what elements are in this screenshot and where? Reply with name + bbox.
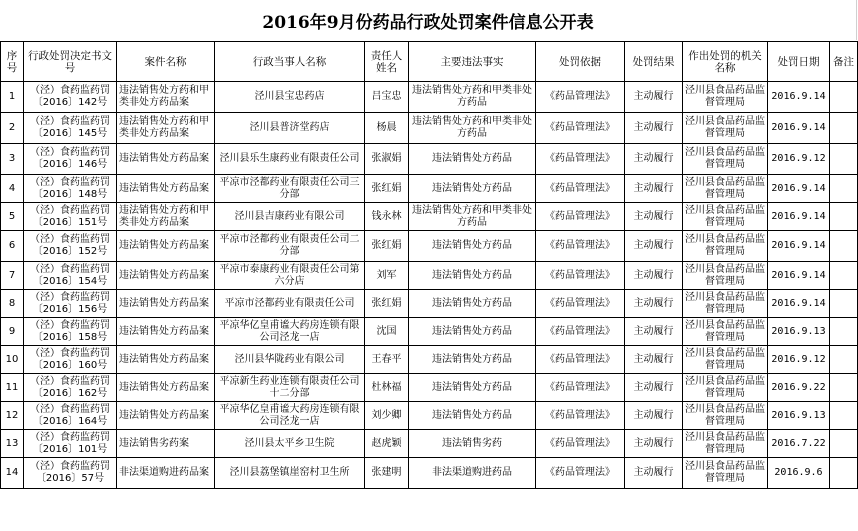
cell-party[interactable]: 泾川县宝忠药店 bbox=[215, 82, 365, 113]
cell-result[interactable]: 主动履行 bbox=[625, 458, 683, 489]
cell-person[interactable]: 王春平 bbox=[365, 346, 409, 374]
cell-fact[interactable]: 违法销售处方药品 bbox=[409, 175, 536, 203]
header-cell-date[interactable]: 处罚日期 bbox=[768, 42, 830, 82]
cell-case[interactable]: 违法销售处方药品案 bbox=[117, 262, 215, 290]
cell-case[interactable]: 违法销售处方药品案 bbox=[117, 231, 215, 262]
cell-party[interactable]: 泾川县吉康药业有限公司 bbox=[215, 203, 365, 231]
cell-note[interactable] bbox=[830, 144, 858, 175]
cell-person[interactable]: 杜林福 bbox=[365, 374, 409, 402]
cell-org[interactable]: 泾川县食品药品监督管理局 bbox=[683, 374, 768, 402]
cell-case[interactable]: 违法销售处方药品案 bbox=[117, 346, 215, 374]
cell-date[interactable]: 2016.9.14 bbox=[768, 175, 830, 203]
cell-basis[interactable]: 《药品管理法》 bbox=[536, 203, 625, 231]
cell-doc[interactable]: （泾）食药监药罚〔2016〕160号 bbox=[24, 346, 117, 374]
cell-org[interactable]: 泾川县食品药品监督管理局 bbox=[683, 402, 768, 430]
cell-no[interactable]: 7 bbox=[1, 262, 24, 290]
cell-person[interactable]: 吕宝忠 bbox=[365, 82, 409, 113]
cell-basis[interactable]: 《药品管理法》 bbox=[536, 458, 625, 489]
cell-no[interactable]: 2 bbox=[1, 113, 24, 144]
cell-case[interactable]: 违法销售处方药品案 bbox=[117, 290, 215, 318]
cell-basis[interactable]: 《药品管理法》 bbox=[536, 82, 625, 113]
cell-result[interactable]: 主动履行 bbox=[625, 430, 683, 458]
cell-case[interactable]: 违法销售处方药和甲类非处方药品案 bbox=[117, 203, 215, 231]
table-row bbox=[1, 175, 858, 203]
table-row bbox=[1, 458, 858, 489]
header-cell-org[interactable]: 作出处罚的机关名称 bbox=[683, 42, 768, 82]
cell-fact[interactable]: 违法销售处方药品 bbox=[409, 318, 536, 346]
cell-fact[interactable]: 违法销售处方药品 bbox=[409, 290, 536, 318]
cell-basis[interactable]: 《药品管理法》 bbox=[536, 374, 625, 402]
cell-basis[interactable]: 《药品管理法》 bbox=[536, 113, 625, 144]
header-cell-note[interactable]: 备注 bbox=[830, 42, 858, 82]
cell-org[interactable]: 泾川县食品药品监督管理局 bbox=[683, 113, 768, 144]
cell-party[interactable]: 平凉华亿皇甫谧大药房连锁有限公司泾龙一店 bbox=[215, 402, 365, 430]
cell-date[interactable]: 2016.9.12 bbox=[768, 144, 830, 175]
cell-party[interactable]: 泾川县太平乡卫生院 bbox=[215, 430, 365, 458]
cell-note[interactable] bbox=[830, 231, 858, 262]
cell-result[interactable]: 主动履行 bbox=[625, 346, 683, 374]
cell-case[interactable]: 违法销售处方药品案 bbox=[117, 175, 215, 203]
cell-case[interactable]: 非法渠道购进药品案 bbox=[117, 458, 215, 489]
cell-person[interactable]: 张红娟 bbox=[365, 290, 409, 318]
header-cell-fact[interactable]: 主要违法事实 bbox=[409, 42, 536, 82]
cell-case[interactable]: 违法销售处方药和甲类非处方药品案 bbox=[117, 82, 215, 113]
cell-person[interactable]: 沈国 bbox=[365, 318, 409, 346]
cell-date[interactable]: 2016.9.14 bbox=[768, 231, 830, 262]
cell-note[interactable] bbox=[830, 203, 858, 231]
cell-date[interactable]: 2016.9.14 bbox=[768, 203, 830, 231]
cell-person[interactable]: 钱永林 bbox=[365, 203, 409, 231]
cell-party[interactable]: 泾川县荔堡镇崖窑村卫生所 bbox=[215, 458, 365, 489]
cell-result[interactable]: 主动履行 bbox=[625, 402, 683, 430]
cell-doc[interactable]: （泾）食药监药罚〔2016〕162号 bbox=[24, 374, 117, 402]
cell-date[interactable]: 2016.9.13 bbox=[768, 318, 830, 346]
cell-result[interactable]: 主动履行 bbox=[625, 290, 683, 318]
cell-org[interactable]: 泾川县食品药品监督管理局 bbox=[683, 82, 768, 113]
cell-party[interactable]: 平凉市泾都药业有限责任公司二分部 bbox=[215, 231, 365, 262]
table-row bbox=[1, 203, 858, 231]
penalty-table bbox=[0, 41, 858, 489]
cell-result[interactable]: 主动履行 bbox=[625, 82, 683, 113]
cell-person[interactable]: 张红娟 bbox=[365, 175, 409, 203]
cell-person[interactable]: 张红娟 bbox=[365, 231, 409, 262]
cell-person[interactable]: 张建明 bbox=[365, 458, 409, 489]
cell-result[interactable]: 主动履行 bbox=[625, 113, 683, 144]
cell-no[interactable]: 6 bbox=[1, 231, 24, 262]
header-cell-party[interactable]: 行政当事人名称 bbox=[215, 42, 365, 82]
cell-org[interactable]: 泾川县食品药品监督管理局 bbox=[683, 144, 768, 175]
cell-case[interactable]: 违法销售处方药品案 bbox=[117, 374, 215, 402]
cell-basis[interactable]: 《药品管理法》 bbox=[536, 318, 625, 346]
cell-case[interactable]: 违法销售处方药品案 bbox=[117, 144, 215, 175]
header-cell-no[interactable]: 序号 bbox=[1, 42, 24, 82]
cell-date[interactable]: 2016.9.6 bbox=[768, 458, 830, 489]
cell-case[interactable]: 违法销售处方药品案 bbox=[117, 402, 215, 430]
cell-basis[interactable]: 《药品管理法》 bbox=[536, 175, 625, 203]
cell-org[interactable]: 泾川县食品药品监督管理局 bbox=[683, 346, 768, 374]
cell-doc[interactable]: （泾）食药监药罚〔2016〕156号 bbox=[24, 290, 117, 318]
cell-party[interactable]: 泾川县普济堂药店 bbox=[215, 113, 365, 144]
cell-case[interactable]: 违法销售处方药品案 bbox=[117, 318, 215, 346]
table-row bbox=[1, 262, 858, 290]
header-cell-doc[interactable]: 行政处罚决定书文号 bbox=[24, 42, 117, 82]
cell-fact[interactable]: 违法销售处方药品 bbox=[409, 262, 536, 290]
cell-date[interactable]: 2016.9.14 bbox=[768, 290, 830, 318]
cell-no[interactable]: 11 bbox=[1, 374, 24, 402]
cell-doc[interactable]: （泾）食药监药罚〔2016〕151号 bbox=[24, 203, 117, 231]
cell-doc[interactable]: （泾）食药监药罚〔2016〕154号 bbox=[24, 262, 117, 290]
cell-org[interactable]: 泾川县食品药品监督管理局 bbox=[683, 458, 768, 489]
cell-no[interactable]: 14 bbox=[1, 458, 24, 489]
cell-no[interactable]: 5 bbox=[1, 203, 24, 231]
table-row bbox=[1, 430, 858, 458]
cell-no[interactable]: 13 bbox=[1, 430, 24, 458]
table-row bbox=[1, 113, 858, 144]
cell-doc[interactable]: （泾）食药监药罚〔2016〕101号 bbox=[24, 430, 117, 458]
table-row bbox=[1, 318, 858, 346]
cell-no[interactable]: 12 bbox=[1, 402, 24, 430]
cell-no[interactable]: 1 bbox=[1, 82, 24, 113]
table-row bbox=[1, 402, 858, 430]
cell-person[interactable]: 赵虎颖 bbox=[365, 430, 409, 458]
header-cell-basis[interactable]: 处罚依据 bbox=[536, 42, 625, 82]
cell-basis[interactable]: 《药品管理法》 bbox=[536, 144, 625, 175]
cell-person[interactable]: 杨晨 bbox=[365, 113, 409, 144]
cell-basis[interactable]: 《药品管理法》 bbox=[536, 262, 625, 290]
header-cell-result[interactable]: 处罚结果 bbox=[625, 42, 683, 82]
cell-doc[interactable]: （泾）食药监药罚〔2016〕145号 bbox=[24, 113, 117, 144]
cell-org[interactable]: 泾川县食品药品监督管理局 bbox=[683, 318, 768, 346]
cell-date[interactable]: 2016.9.14 bbox=[768, 82, 830, 113]
header-cell-case[interactable]: 案件名称 bbox=[117, 42, 215, 82]
cell-note[interactable] bbox=[830, 430, 858, 458]
cell-note[interactable] bbox=[830, 262, 858, 290]
cell-party[interactable]: 平凉华亿皇甫谧大药房连锁有限公司泾龙一店 bbox=[215, 318, 365, 346]
cell-party[interactable]: 平凉市泾都药业有限责任公司 bbox=[215, 290, 365, 318]
cell-result[interactable]: 主动履行 bbox=[625, 175, 683, 203]
table-row bbox=[1, 346, 858, 374]
cell-result[interactable]: 主动履行 bbox=[625, 144, 683, 175]
cell-doc[interactable]: （泾）食药监药罚〔2016〕146号 bbox=[24, 144, 117, 175]
cell-basis[interactable]: 《药品管理法》 bbox=[536, 430, 625, 458]
cell-result[interactable]: 主动履行 bbox=[625, 203, 683, 231]
cell-party[interactable]: 平凉市泰康药业有限责任公司第六分店 bbox=[215, 262, 365, 290]
cell-fact[interactable]: 非法渠道购进药品 bbox=[409, 458, 536, 489]
cell-no[interactable]: 10 bbox=[1, 346, 24, 374]
cell-party[interactable]: 泾川县华陇药业有限公司 bbox=[215, 346, 365, 374]
cell-result[interactable]: 主动履行 bbox=[625, 318, 683, 346]
cell-fact[interactable]: 违法销售处方药品 bbox=[409, 231, 536, 262]
cell-org[interactable]: 泾川县食品药品监督管理局 bbox=[683, 262, 768, 290]
cell-party[interactable]: 平凉市泾都药业有限责任公司三分部 bbox=[215, 175, 365, 203]
cell-case[interactable]: 违法销售处方药和甲类非处方药品案 bbox=[117, 113, 215, 144]
table-title: 2016年9月份药品行政处罚案件信息公开表 bbox=[0, 0, 857, 40]
cell-party[interactable]: 平凉新生药业连锁有限责任公司十二分部 bbox=[215, 374, 365, 402]
cell-date[interactable]: 2016.9.13 bbox=[768, 402, 830, 430]
cell-note[interactable] bbox=[830, 175, 858, 203]
cell-fact[interactable]: 违法销售处方药品 bbox=[409, 402, 536, 430]
cell-note[interactable] bbox=[830, 290, 858, 318]
cell-result[interactable]: 主动履行 bbox=[625, 231, 683, 262]
cell-note[interactable] bbox=[830, 458, 858, 489]
cell-case[interactable]: 违法销售劣药案 bbox=[117, 430, 215, 458]
cell-note[interactable] bbox=[830, 346, 858, 374]
cell-note[interactable] bbox=[830, 113, 858, 144]
cell-basis[interactable]: 《药品管理法》 bbox=[536, 402, 625, 430]
cell-person[interactable]: 刘军 bbox=[365, 262, 409, 290]
cell-doc[interactable]: （泾）食药监药罚〔2016〕164号 bbox=[24, 402, 117, 430]
cell-person[interactable]: 刘少卿 bbox=[365, 402, 409, 430]
cell-org[interactable]: 泾川县食品药品监督管理局 bbox=[683, 231, 768, 262]
cell-note[interactable] bbox=[830, 318, 858, 346]
cell-fact[interactable]: 违法销售处方药和甲类非处方药品 bbox=[409, 82, 536, 113]
cell-date[interactable]: 2016.7.22 bbox=[768, 430, 830, 458]
cell-no[interactable]: 3 bbox=[1, 144, 24, 175]
cell-party[interactable]: 泾川县乐生康药业有限责任公司 bbox=[215, 144, 365, 175]
cell-date[interactable]: 2016.9.14 bbox=[768, 262, 830, 290]
cell-date[interactable]: 2016.9.14 bbox=[768, 113, 830, 144]
cell-doc[interactable]: （泾）食药监药罚〔2016〕148号 bbox=[24, 175, 117, 203]
cell-fact[interactable]: 违法销售劣药 bbox=[409, 430, 536, 458]
cell-doc[interactable]: （泾）食药监药罚〔2016〕57号 bbox=[24, 458, 117, 489]
cell-no[interactable]: 4 bbox=[1, 175, 24, 203]
table-row bbox=[1, 231, 858, 262]
cell-fact[interactable]: 违法销售处方药品 bbox=[409, 144, 536, 175]
cell-basis[interactable]: 《药品管理法》 bbox=[536, 290, 625, 318]
header-cell-person[interactable]: 责任人姓名 bbox=[365, 42, 409, 82]
table-row bbox=[1, 290, 858, 318]
cell-no[interactable]: 8 bbox=[1, 290, 24, 318]
cell-doc[interactable]: （泾）食药监药罚〔2016〕142号 bbox=[24, 82, 117, 113]
cell-note[interactable] bbox=[830, 374, 858, 402]
cell-note[interactable] bbox=[830, 82, 858, 113]
cell-basis[interactable]: 《药品管理法》 bbox=[536, 346, 625, 374]
table-row bbox=[1, 82, 858, 113]
cell-fact[interactable]: 违法销售处方药和甲类非处方药品 bbox=[409, 203, 536, 231]
cell-result[interactable]: 主动履行 bbox=[625, 262, 683, 290]
table-row bbox=[1, 374, 858, 402]
cell-org[interactable]: 泾川县食品药品监督管理局 bbox=[683, 290, 768, 318]
cell-date[interactable]: 2016.9.12 bbox=[768, 346, 830, 374]
cell-person[interactable]: 张淑娟 bbox=[365, 144, 409, 175]
cell-doc[interactable]: （泾）食药监药罚〔2016〕158号 bbox=[24, 318, 117, 346]
cell-fact[interactable]: 违法销售处方药品 bbox=[409, 374, 536, 402]
cell-fact[interactable]: 违法销售处方药和甲类非处方药品 bbox=[409, 113, 536, 144]
cell-no[interactable]: 9 bbox=[1, 318, 24, 346]
table-row bbox=[1, 144, 858, 175]
cell-note[interactable] bbox=[830, 402, 858, 430]
cell-org[interactable]: 泾川县食品药品监督管理局 bbox=[683, 430, 768, 458]
cell-basis[interactable]: 《药品管理法》 bbox=[536, 231, 625, 262]
cell-org[interactable]: 泾川县食品药品监督管理局 bbox=[683, 203, 768, 231]
cell-org[interactable]: 泾川县食品药品监督管理局 bbox=[683, 175, 768, 203]
header-row bbox=[1, 42, 858, 82]
cell-doc[interactable]: （泾）食药监药罚〔2016〕152号 bbox=[24, 231, 117, 262]
cell-result[interactable]: 主动履行 bbox=[625, 374, 683, 402]
cell-date[interactable]: 2016.9.22 bbox=[768, 374, 830, 402]
cell-fact[interactable]: 违法销售处方药品 bbox=[409, 346, 536, 374]
